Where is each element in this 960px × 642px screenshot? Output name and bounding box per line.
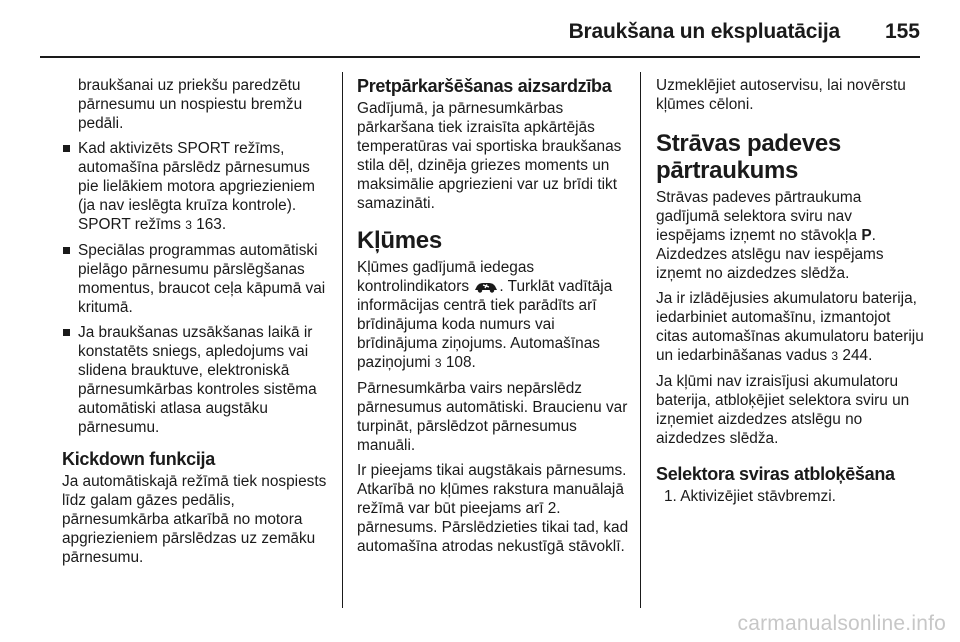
unlock-heading: Selektora sviras atbloķēšana (656, 464, 895, 484)
page-ref-arrow-icon: 3 (831, 349, 839, 363)
page-number: 155 (884, 20, 920, 43)
power-paragraph-3: Ja kļūmi nav izraisījusi akumulatoru baterija, atbloķējiet selektora sviru un izņemiet aizdedzes atslēgu no aizdedzes slēdža. (656, 373, 910, 447)
column-divider-1 (342, 72, 343, 608)
list-item (656, 487, 924, 506)
list-item (62, 323, 330, 437)
bullet-text: Kad aktivizēts SPORT režīms, automašīna pārslēdz pārnesumus pie lielākiem motora apgriezieniem (ja nav ieslēgta kruīza kontrole). SPORT režīms (78, 140, 315, 233)
kickdown-heading: Kickdown funkcija (62, 449, 215, 469)
faults-text-pre: Kļūmes gadījumā iedegas kontrolindikators (357, 259, 535, 295)
faults-text-post: . Turklāt vadītāja informācijas centrā tiek parādīts arī brīdinājuma koda numurs vai brīdinājuma ziņojums. Automašīnas paziņojumi (357, 278, 613, 371)
column-1 (62, 76, 330, 573)
step-number: 1. (664, 488, 677, 505)
kickdown-text: Ja automātiskajā režīmā tiek nospiests līdz galam gāzes pedālis, pārnesumkārba atkarībā no motora apgriezieniem pārslēdzas uz zemāku pārnesumu. (62, 473, 327, 566)
continued-text: braukšanai uz priekšu paredzētu pārnesumu un nospiestu bremžu pedāli. (78, 77, 303, 132)
feature-bullet-list (62, 139, 330, 437)
bullet-text: Ja braukšanas uzsākšanas laikā ir konstatēts sniegs, apledojums vai slidena brauktuve, elektroniskā pārnesumkārbas kontroles sistēma automātiski atlasa augstāku pārnesumu. (78, 324, 317, 436)
overheat-text: Gadījumā, ja pārnesumkārbas pārkaršana tiek izraisīta apkārtējās temperatūras vai sportiska braukšanas stila dēļ, dzinēja griezes moments un maksimālie apgriezieni var uz brīdi tikt samazināti. (357, 100, 622, 212)
overheat-heading: Pretpārkaršēšanas aizsardzība (357, 76, 612, 96)
page-ref-arrow-icon: 3 (434, 356, 442, 370)
bullet-square-icon (63, 247, 70, 254)
bullet-square-icon (63, 329, 70, 336)
column-divider-2 (640, 72, 641, 608)
header-rule (40, 56, 920, 58)
step-text: Aktivizējiet stāvbremzi. (680, 488, 836, 505)
power-paragraph-2 (656, 289, 924, 366)
power-text-pre: Strāvas padeves pārtraukuma gadījumā selektora sviru nav iespējams izņemt no stāvokļa (656, 189, 862, 244)
page-ref-link[interactable]: 244. (842, 347, 873, 364)
power-text-post: . Aizdedzes atslēgu nav iespējams izņemt no aizdedzes slēdža. (656, 227, 884, 282)
faults-paragraph-1 (357, 258, 635, 373)
column-2 (357, 76, 635, 562)
selector-position-p: P (861, 227, 872, 244)
column-3 (656, 76, 924, 506)
list-item (62, 139, 330, 235)
list-item (62, 241, 330, 317)
faults-paragraph-2: Pārnesumkārba vairs nepārslēdz pārnesumus automātiski. Braucienu var turpināt, pārslēdzot pārnesumus manuāli. (357, 380, 628, 454)
continued-text: Uzmeklējiet autoservisu, lai novērstu kļūmes cēloni. (656, 77, 906, 113)
page-ref-link[interactable]: 108. (445, 354, 476, 371)
page-ref-link[interactable]: 163. (196, 216, 227, 233)
car-wrench-icon (473, 281, 499, 293)
section-title: Braukšana un ekspluatācija (568, 20, 840, 43)
watermark: carmanualsonline.info (737, 612, 946, 635)
bullet-square-icon (63, 145, 70, 152)
unlock-steps (656, 487, 924, 506)
page-ref-arrow-icon: 3 (185, 218, 192, 232)
power-paragraph-1 (656, 188, 924, 283)
faults-paragraph-3: Ir pieejams tikai augstākais pārnesums. Atkarībā no kļūmes rakstura manuālajā režīmā var būt pieejams arī 2. pārnesums. Pārslēdzieties tikai tad, kad automašīna atrodas nekustīgā stāvoklī. (357, 462, 629, 555)
bullet-text: Speciālas programmas automātiski pielāgo pārnesumu pārslēgšanas momentus, braucot ceļa kāpumā vai kritumā. (78, 242, 326, 316)
power-text-2: Ja ir izlādējusies akumulatoru baterija, iedarbiniet automašīnu, izmantojot citas automašīnas akumulatoru bateriju un iedarbināšanas vadus (656, 290, 924, 364)
power-heading: Strāvas padeves pārtraukums (656, 130, 841, 184)
faults-heading: Kļūmes (357, 227, 442, 254)
page-header (0, 0, 960, 58)
